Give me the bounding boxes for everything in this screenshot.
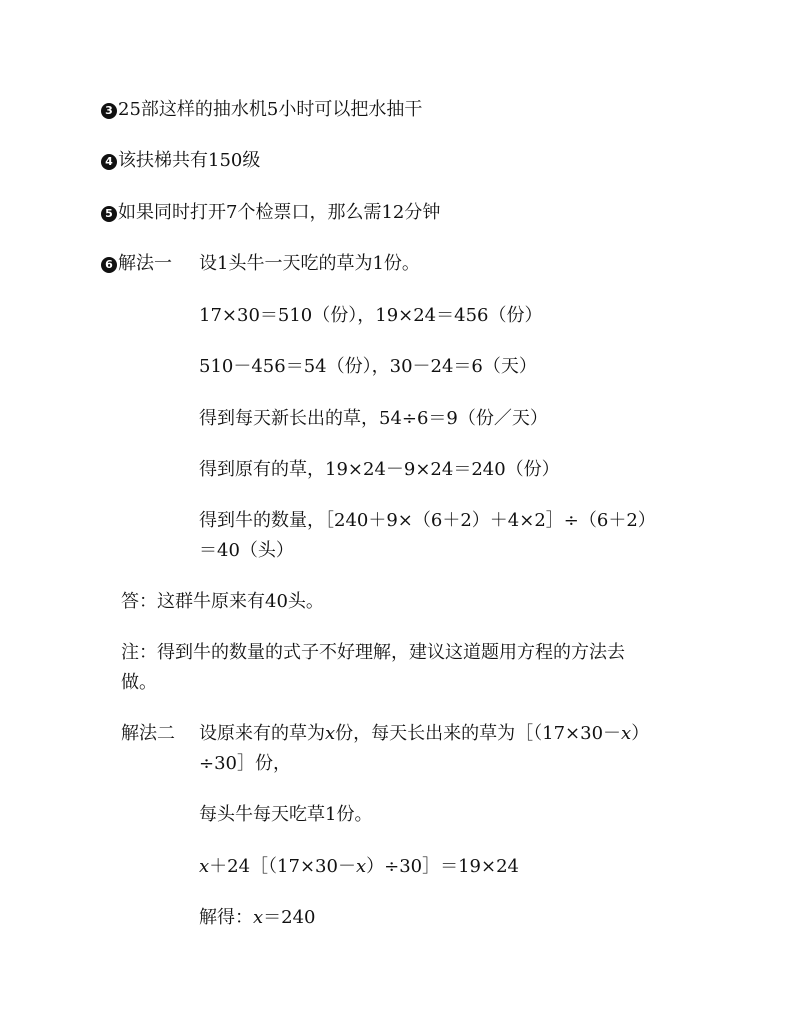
item-3 — [101, 96, 422, 124]
circled-number-4: 4 — [101, 154, 117, 170]
item-4-text: 该扶梯共有150级 — [118, 150, 261, 171]
method-1-line-2: 510－456＝54（份），30－24＝6（天） — [199, 356, 537, 377]
item-4 — [101, 147, 260, 175]
variable-x: x — [199, 856, 210, 877]
method-2-line-3: 每头牛每天吃草1份。 — [199, 804, 373, 825]
solution-value: ＝240 — [263, 907, 316, 928]
note-line-2: 做。 — [121, 672, 157, 693]
method-2-label: 解法二 — [121, 723, 175, 744]
solution-label: 解得： — [199, 907, 253, 928]
setup-text-pre: 设原来有的草为 — [199, 723, 325, 744]
item-6 — [101, 250, 420, 278]
method-1-line-5b: ＝40（头） — [199, 540, 294, 561]
solution — [199, 904, 316, 932]
method-2-line-2: ÷30］份， — [199, 753, 291, 774]
circled-number-3: 3 — [101, 103, 117, 119]
method-1-line-1: 17×30＝510（份），19×24＝456（份） — [199, 305, 543, 326]
method-2-setup — [199, 720, 649, 748]
method-1-line-3: 得到每天新长出的草，54÷6＝9（份／天） — [199, 408, 548, 429]
equation-text-pre: ＋24［（17×30－ — [209, 856, 356, 877]
method-1-intro: 设1头牛一天吃的草为1份。 — [199, 253, 420, 274]
method-2-line-1 — [121, 720, 650, 748]
variable-x: x — [621, 723, 632, 744]
method-1-line-4: 得到原有的草，19×24－9×24＝240（份） — [199, 459, 560, 480]
variable-x: x — [325, 723, 336, 744]
circled-number-6: 6 — [101, 257, 117, 273]
equation — [199, 853, 519, 881]
setup-text-mid: 份，每天长出来的草为［（17×30－ — [335, 723, 622, 744]
variable-x: x — [355, 856, 367, 877]
circled-number-5: 5 — [101, 206, 117, 222]
variable-x: x — [253, 907, 264, 928]
item-5-text: 如果同时打开7个检票口，那么需12分钟 — [118, 202, 441, 223]
equation-text-post: ）÷30］＝19×24 — [366, 856, 519, 877]
item-3-text: 25部这样的抽水机5小时可以把水抽干 — [118, 99, 423, 120]
answer-text: 答：这群牛原来有40头。 — [121, 591, 324, 612]
setup-text-end: ） — [631, 723, 650, 744]
note-line-1: 注：得到牛的数量的式子不好理解，建议这道题用方程的方法去 — [121, 642, 625, 663]
item-5 — [101, 199, 440, 227]
method-1-label: 解法一 — [118, 253, 172, 274]
method-1-line-5a: 得到牛的数量，［240＋9×（6＋2）＋4×2］÷（6＋2） — [199, 510, 656, 531]
